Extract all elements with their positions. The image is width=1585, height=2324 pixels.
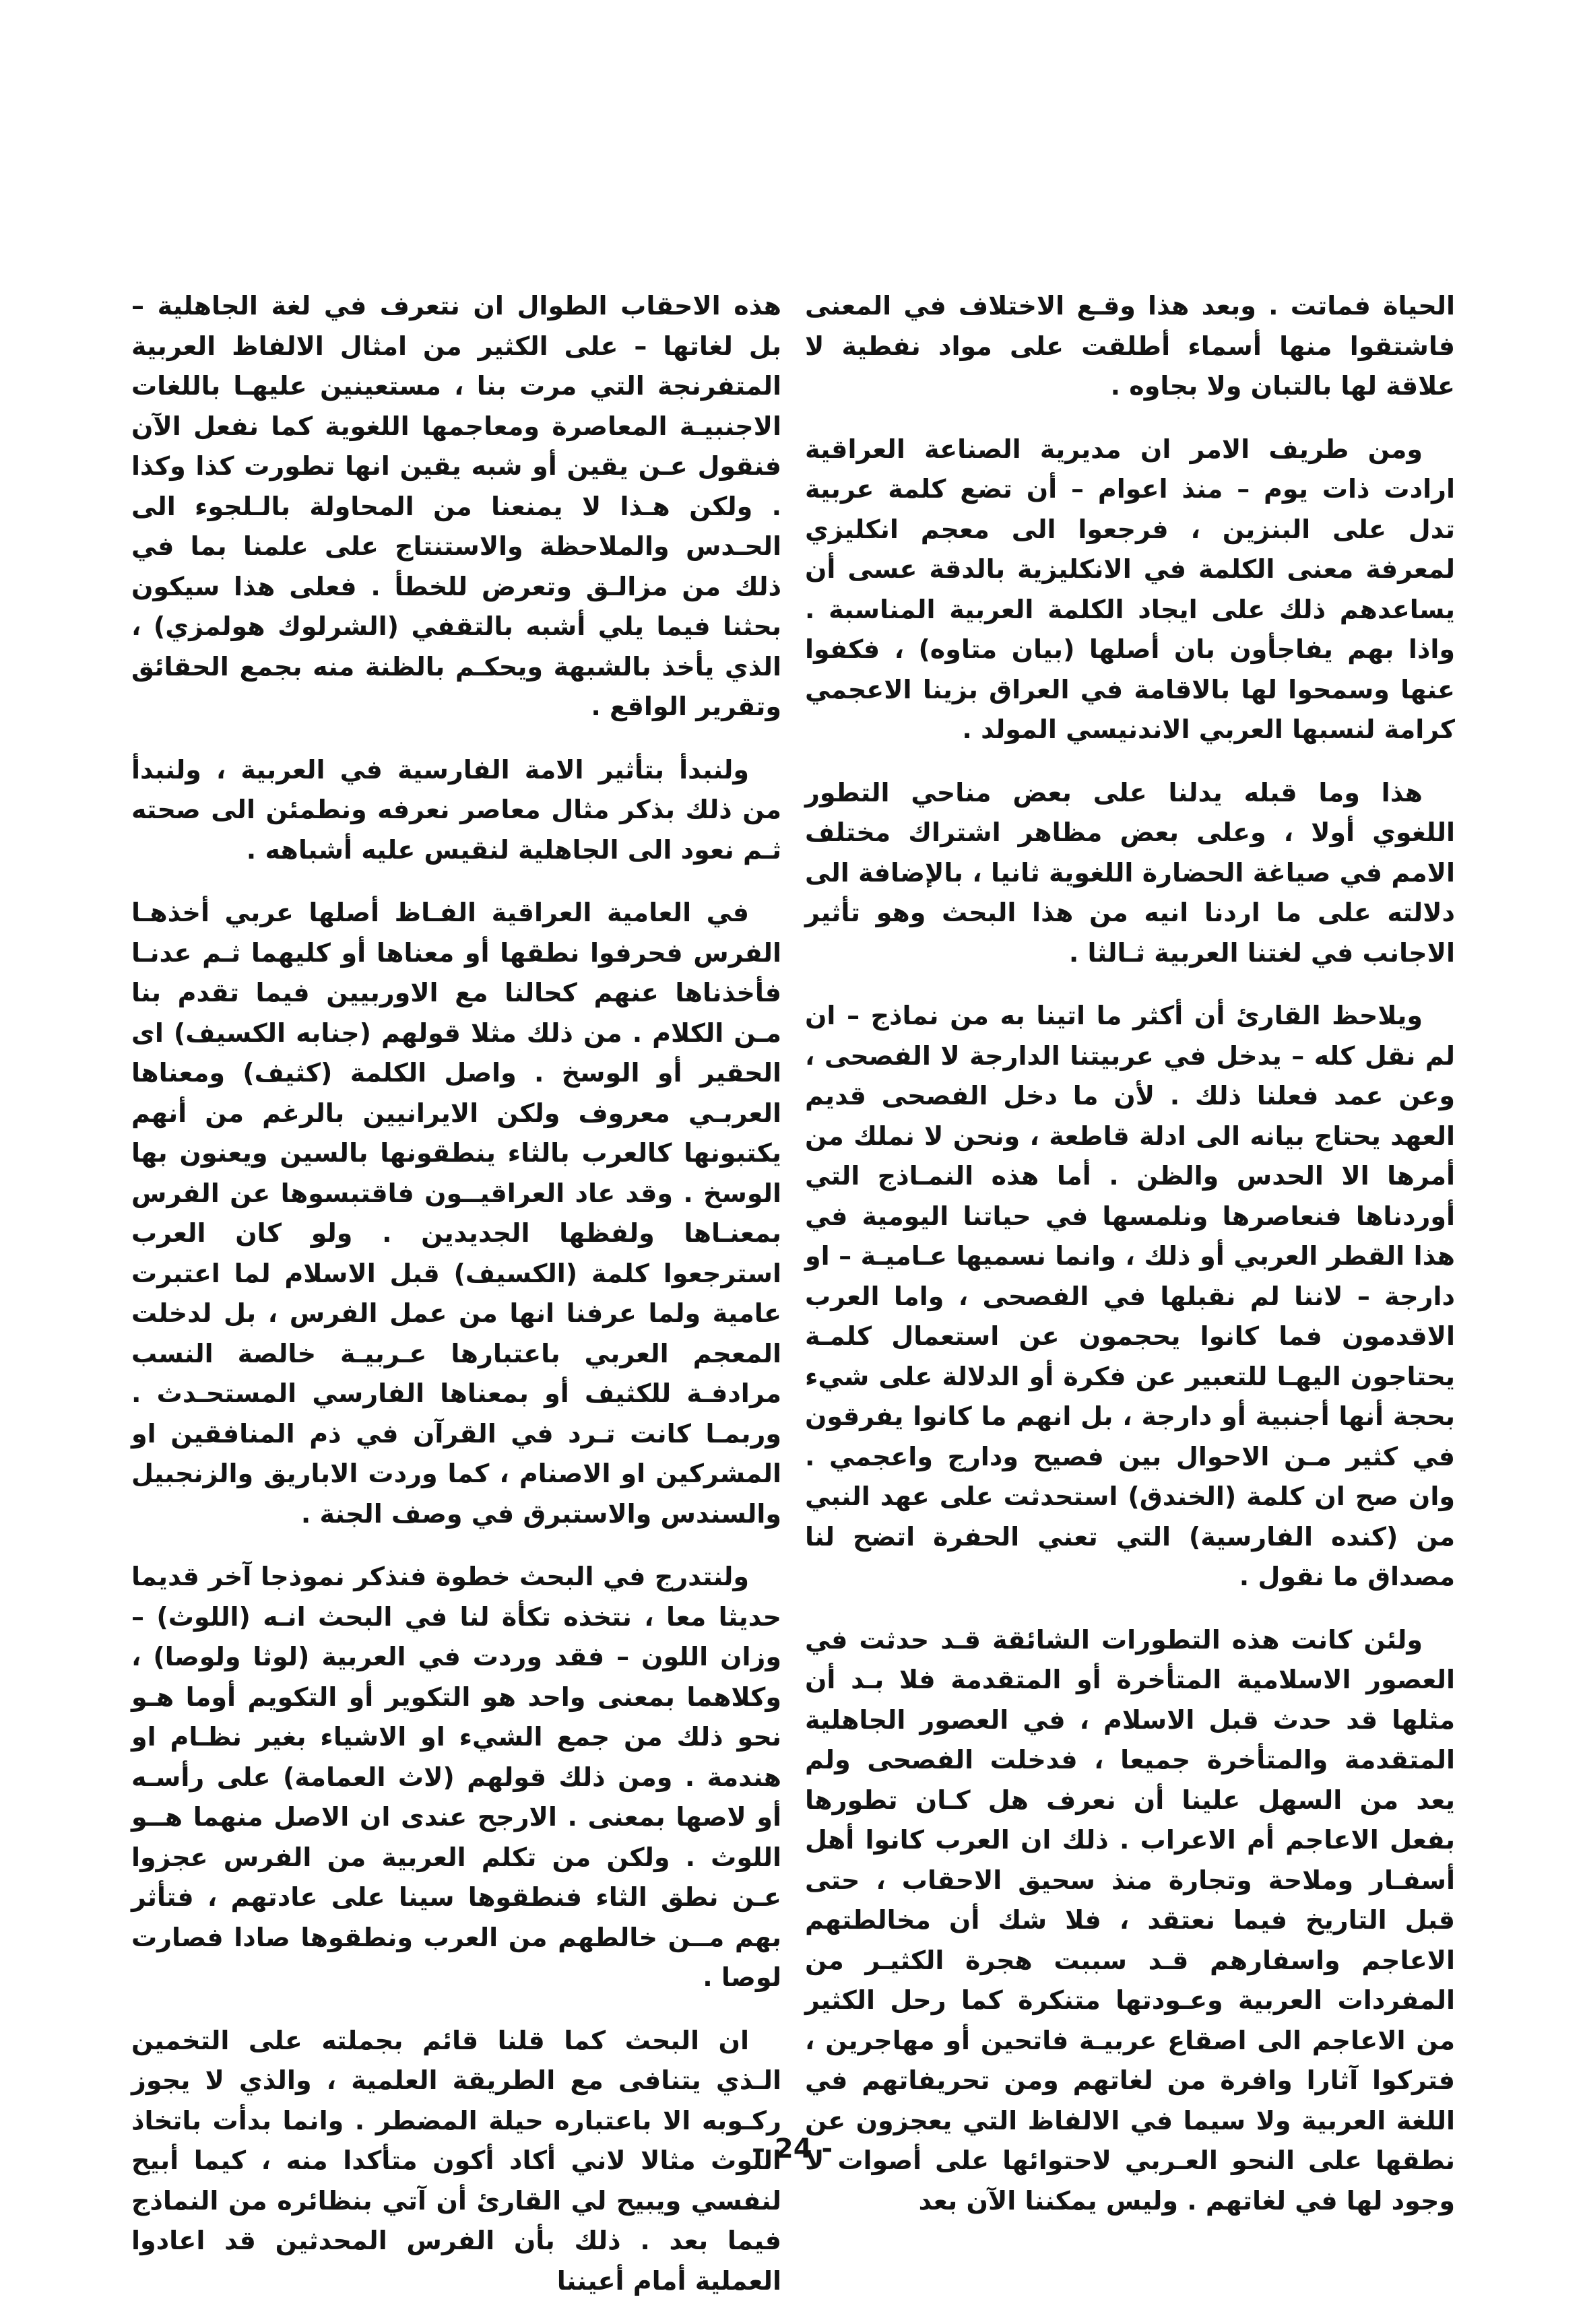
- paragraph: ان البحث كما قلنا قائم بجملته على التخمين الـذي يتنافى مع الطريقة العلمية ، والذي لا يجوز ركـوبه الا باعتباره حيلة المضطر . وانما بدأت باتخاذ اللوث مثالا لاني أكاد أكون متأكدا منه ، كيما أبيح لنفسي ويبيح لي القارئ أن آتي بنظائره من النماذج فيما بعد . ذلك بأن الفرس المحدثين قد اعادوا العملية أمام أعيننا: [131, 2025, 781, 2296]
- paragraph: ولنبدأ بتأثير الامة الفارسية في العربية ، ولنبدأ من ذلك بذكر مثال معاصر نعرفه ونطمئن الى صحته ثـم نعود الى الجاهلية لنقيس عليه أشباهه .: [131, 754, 781, 865]
- paragraph: هذه الاحقاب الطوال ان نتعرف في لغة الجاهلية – بل لغاتها – على الكثير من امثال الالفاظ العربية المتفرنجة التي مرت بنا ، مستعينين عليهـا باللغات الاجنبيـة المعاصرة ومعاجمها اللغوية كما نفعل الآن فنقول عـن يقين أو شبه يقين انها تطورت كذا وكذا . ولكن هـذا لا يمنعنا من المحاولة بالـلجوء الى الحـدس والملاحظة والاستنتاج على علمنا بما في ذلك من مزالـق وتعرض للخطأ . فعلى هذا سيكون بحثنا فيما يلي أشبه بالتقفي (الشرلوك هولمزي) ، الذي يأخذ بالشبهة ويحكـم بالظنة منه بجمع الحقائق وتقرير الواقع .: [131, 291, 781, 721]
- paragraph: ولئن كانت هذه التطورات الشائقة قـد حدثت في العصور الاسلامية المتأخرة أو المتقدمة فلا بـد أن مثلها قد حدث قبل الاسلام ، في العصور الجاهلية المتقدمة والمتأخرة جميعا ، فدخلت الفصحى ولم يعد من السهل علينا أن نعرف هل كـان تطورها بفعل الاعاجم أم الاعراب . ذلك ان العرب كانوا أهل أسفـار وملاحة وتجارة منذ سحيق الاحقاب ، حتى قبل التاريخ فيما نعتقد ، فلا شك أن مخالطتهم الاعاجم واسفارهم قـد سببت هجرة الكثيـر من المفردات العربية وعـودتها متنكرة كما رحل الكثير من الاعاجم الى اصقاع عربيـة فاتحين أو مهاجرين ، فتركوا آثارا وافرة من لغاتهم ومن تحريفاتهم في اللغة العربية ولا سيما في الالفاظ التي يعجزون عن نطقها على النحو العـربي لاحتوائها على أصوات لا وجود لها في لغاتهم . وليس يمكننا الآن بعد: [805, 1624, 1455, 2216]
- paragraph: الحياة فماتت . وبعد هذا وقـع الاختلاف في المعنى فاشتقوا منها أسماء أطلقت على مواد نفطية لا علاقة لها بالتبان ولا بجاوه .: [805, 291, 1455, 401]
- paragraph: ولنتدرج في البحث خطوة فنذكر نموذجا آخر قديما حديثا معا ، نتخذه تكأة لنا في البحث انـه (اللوث) – وزان اللون – فقد وردت في العربية (لوثا ولوصا) ، وكلاهما بمعنى واحد هو التكوير أو التكويم أوما هـو نحو ذلك من جمع الشيء او الاشياء بغير نظـام او هندمة . ومن ذلك قولهم (لاث العمامة) على رأسـه أو لاصها بمعنى . الارجح عندى ان الاصل منهما هــو اللوث . ولكن من تكلم العربية من الفرس عجزوا عـن نطق الثاء فنطقوها سينا على عادتهم ، فتأثر بهم مــن خالطهم من العرب ونطقوها صادا فصارت لوصا .: [131, 1562, 781, 1992]
- paragraph: في العامية العراقية الفـاظ أصلها عربي أخذهـا الفرس فحرفوا نطقها أو معناها أو كليهما ثـم عدنـا فأخذناها عنهم كحالنا مع الاوربيين فيما تقدم بنا مـن الكلام . من ذلك مثلا قولهم (جنابه الكسيف) اى الحقير أو الوسخ . واصل الكلمة (كثيف) ومعناها العربـي معروف ولكن الايرانيين بالرغم من أنهم يكتبونها كالعرب بالثاء ينطقونها بالسين ويعنون بها الوسخ . وقد عاد العراقيــون فاقتبسوها عن الفرس بمعنـاها ولفظها الجديدين . ولو كان العرب استرجعوا كلمة (الكسيف) قبل الاسلام لما اعتبرت عامية ولما عرفنا انها من عمل الفرس ، بل لدخلت المعجم العربي باعتبارها عـربيـة خالصة النسب مرادفـة للكثيف أو بمعناها الفارسي المستحـدث . وربمـا كانت تـرد في القرآن في ذم المنافقين او المشركين او الاصنام ، كما وردت الاباريق والزنجبيل والسندس والاستبرق في وصف الجنة .: [131, 898, 781, 1529]
- right-column: [805, 286, 1455, 2244]
- page-number: – 24 -: [751, 2133, 833, 2164]
- paragraph: ويلاحظ القارئ أن أكثر ما اتينا به من نماذج – ان لم نقل كله – يدخل في عربيتنا الدارجة لا الفصحى ، وعن عمد فعلنا ذلك . لأن ما دخل الفصحى قديم العهد يحتاج بيانه الى ادلة قاطعة ، ونحن لا نملك من أمرها الا الحدس والظن . أما هذه النمـاذج التي أوردناها فنعاصرها ونلمسها في حياتنا اليومية في هذا القطر العربي أو ذلك ، وانما نسميها عـاميـة – او دارجة – لاننا لم نقبلها في الفصحى ، واما العرب الاقدمون فما كانوا يحجمون عن استعمال كلمـة يحتاجون اليهـا للتعبير عن فكرة أو الدلالة على شيء بحجة أنها أجنبية أو دارجة ، بل انهم ما كانوا يفرقون في كثير مـن الاحوال بين فصيح ودارج واعجمي . وان صح ان كلمة (الخندق) استحدثت على عهد النبي من (كنده الفارسية) التي تعني الحفرة اتضح لنا مصداق ما نقول .: [805, 1001, 1455, 1591]
- paragraph: ومن طريف الامر ان مديرية الصناعة العراقية ارادت ذات يوم – منذ اعوام – أن تضع كلمة عربية تدل على البنزين ، فرجعوا الى معجم انكليزي لمعرفة معنى الكلمة في الانكليزية بالدقة عسى أن يساعدهم ذلك على ايجاد الكلمة العربية المناسبة . واذا بهم يفاجأون بان أصلها (بيان متاوه) ، فكفوا عنها وسمحوا لها بالاقامة في العراق بزينا الاعجمي كرامة لنسبها العربي الاندنيسي المولد .: [805, 434, 1455, 744]
- paragraph: هذا وما قبله يدلنا على بعض مناحي التطور اللغوي أولا ، وعلى بعض مظاهر اشتراك مختلف الامم في صياغة الحضارة اللغوية ثانيا ، بالإضافة الى دلالته على ما اردنا انيه من هذا البحث وهو تأثير الاجانب في لغتنا العربية ثـالثا .: [805, 777, 1455, 968]
- left-column: [131, 286, 781, 2324]
